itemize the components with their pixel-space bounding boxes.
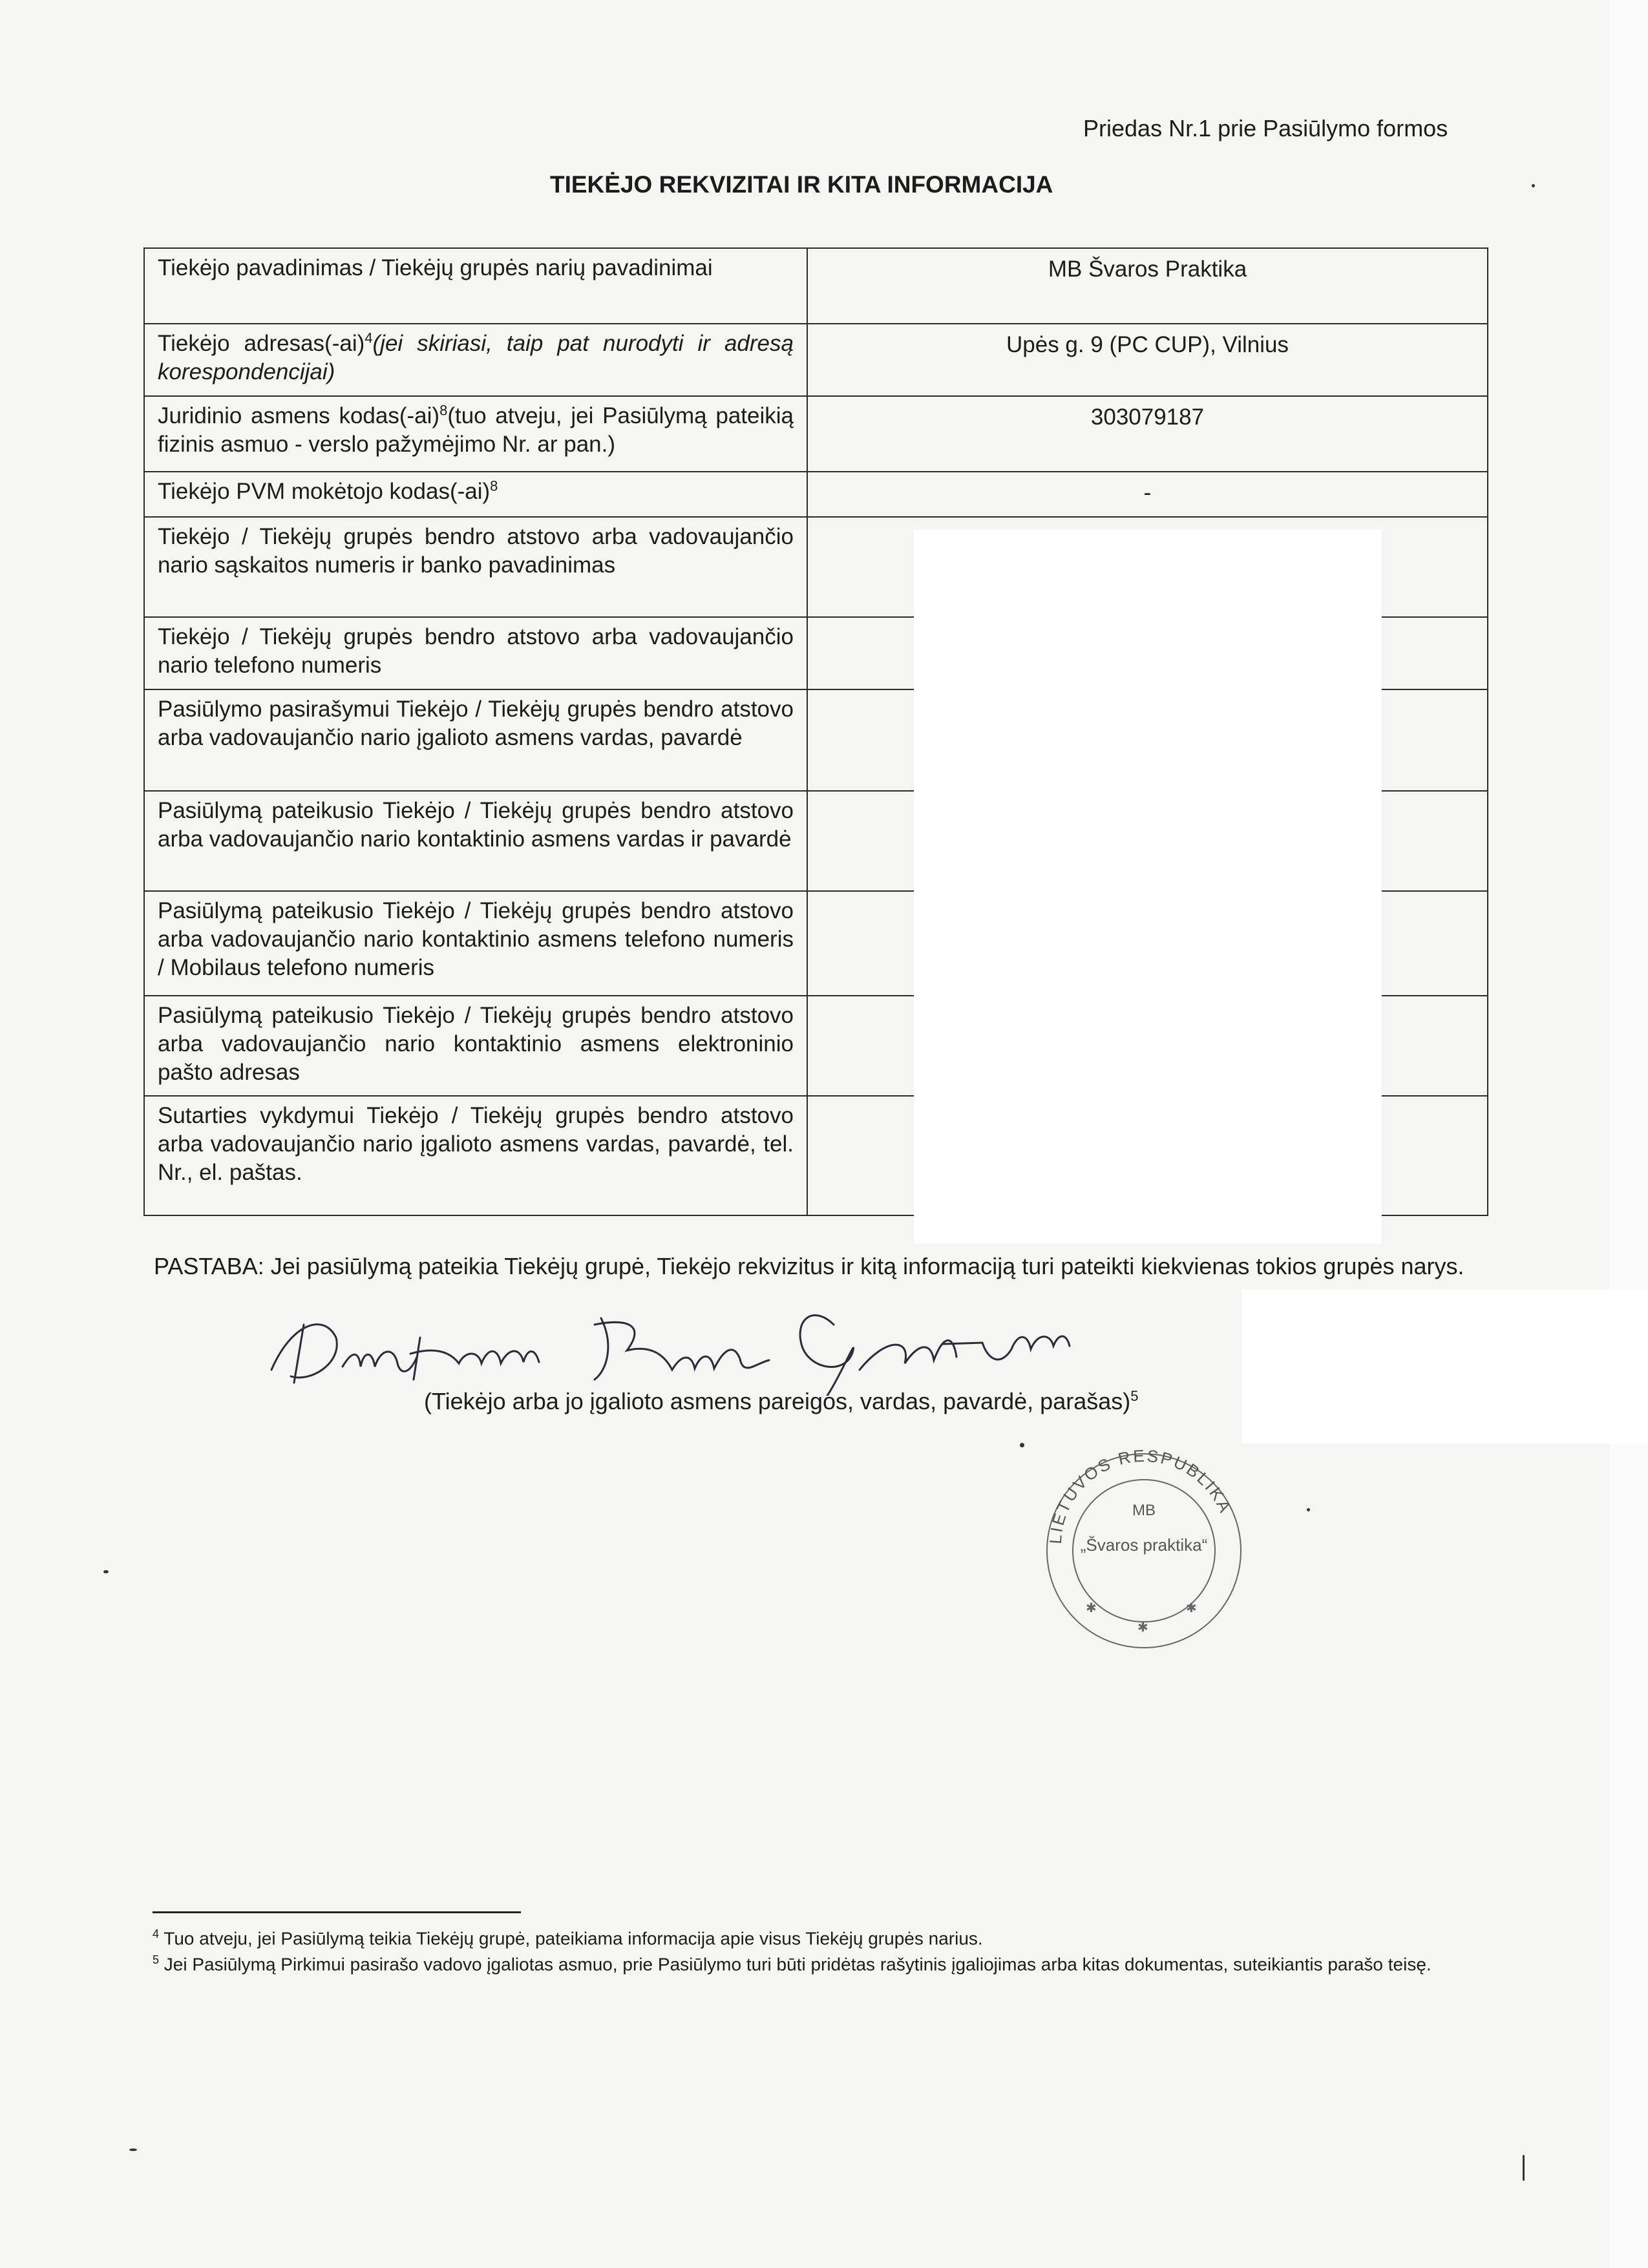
caption-text: (Tiekėjo arba jo įgalioto asmens pareigos, vardas, pavardė, parašas) (424, 1388, 1131, 1414)
label-text: (tuo atveju, jei Pasiūlymą pateikią fizinis asmuo - verslo pažymėjimo Nr. ar pan.) (158, 403, 794, 457)
redaction-box (914, 530, 1382, 1244)
company-stamp (1021, 1431, 1267, 1651)
table-row (144, 396, 1488, 472)
row-label (144, 324, 807, 396)
label-text: Juridinio asmens kodas(-ai) (158, 403, 440, 428)
scan-speck (1532, 184, 1535, 187)
scan-speck (1307, 1508, 1310, 1511)
row-label: Tiekėjo pavadinimas / Tiekėjų grupės narių pavadinimai (144, 248, 807, 324)
note-text: PASTABA: Jei pasiūlymą pateikia Tiekėjų grupė, Tiekėjo rekvizitus ir kitą informaciją turi pateikti kiekvienas tokios grupės narys. (154, 1253, 1464, 1279)
row-value: Upės g. 9 (PC CUP), Vilnius (807, 324, 1488, 396)
row-label: Tiekėjo / Tiekėjų grupės bendro atstovo arba vadovaujančio nario telefono numeris (144, 617, 807, 689)
stamp-line1: MB (1132, 1502, 1156, 1519)
label-text: Tiekėjo adresas(-ai) (158, 331, 365, 356)
footnote-ref: 4 (364, 330, 373, 346)
table-row (144, 248, 1488, 324)
row-label: Pasiūlymo pasirašymui Tiekėjo / Tiekėjų grupės bendro atstovo arba vadovaujančio nario įgalioto asmens vardas, pavardė (144, 689, 807, 791)
label-text: Tiekėjo PVM mokėtojo kodas(-ai) (158, 479, 491, 504)
table-row (144, 324, 1488, 396)
footnote-ref: 8 (490, 478, 498, 494)
svg-text:✱: ✱ (1086, 1601, 1097, 1615)
scan-speck (1523, 2155, 1525, 2181)
stamp-ring-text: LIETUVOS RESPUBLIKA (1045, 1445, 1236, 1545)
row-label: Tiekėjo / Tiekėjų grupės bendro atstovo arba vadovaujančio nario sąskaitos numeris ir banko pavadinimas (144, 517, 807, 617)
row-label: Pasiūlymą pateikusio Tiekėjo / Tiekėjų grupės bendro atstovo arba vadovaujančio nario kontaktinio asmens vardas ir pavardė (144, 791, 807, 891)
row-label: Pasiūlymą pateikusio Tiekėjo / Tiekėjų grupės bendro atstovo arba vadovaujančio nario kontaktinio asmens telefono numeris / Mobilaus telefono numeris (144, 891, 807, 996)
footnote-number: 4 (153, 1927, 160, 1940)
footnote-divider (153, 1911, 521, 1913)
row-value: MB Švaros Praktika (807, 248, 1488, 324)
label-italic-text: (jei skiriasi, taip pat nurodyti ir adresą korespondencijai) (158, 331, 794, 384)
svg-text:✱: ✱ (1137, 1621, 1148, 1635)
row-label: Pasiūlymą pateikusio Tiekėjo / Tiekėjų grupės bendro atstovo arba vadovaujančio nario kontaktinio asmens elektroninio pašto adresas (144, 996, 807, 1096)
row-value: - (807, 472, 1488, 517)
row-label (144, 396, 807, 472)
row-label: Sutarties vykdymui Tiekėjo / Tiekėjų grupės bendro atstovo arba vadovaujančio nario įgalioto asmens vardas, pavardė, tel. Nr., el. paštas. (144, 1096, 807, 1215)
annex-reference: Priedas Nr.1 prie Pasiūlymo formos (1083, 115, 1448, 142)
footnote-ref: 8 (439, 402, 448, 419)
handwritten-signature (265, 1299, 1247, 1396)
footnote-5 (153, 1949, 1477, 1975)
scan-speck (103, 1570, 109, 1573)
footnote-text: Tuo atveju, jei Pasiūlymą teikia Tiekėjų grupė, pateikiama informacija apie visus Tiekėjų grupės narius. (164, 1928, 983, 1949)
scan-edge (1609, 0, 1648, 2268)
redaction-box (1242, 1290, 1648, 1444)
document-title: TIEKĖJO REKVIZITAI IR KITA INFORMACIJA (550, 171, 1053, 198)
footnote-number: 5 (153, 1953, 160, 1966)
row-label (144, 472, 807, 517)
svg-text:LIETUVOS RESPUBLIKA (1046, 1446, 1236, 1545)
footnote-text: Jei Pasiūlymą Pirkimui pasirašo vadovo įgaliotas asmuo, prie Pasiūlymo turi būti pridėtas rašytinis įgaliojimas arba kitas dokumentas, suteikiantis parašo teisę. (164, 1954, 1431, 1975)
svg-text:✱: ✱ (1186, 1601, 1197, 1615)
footnote-4 (153, 1923, 1477, 1949)
row-value: 303079187 (807, 396, 1488, 472)
stamp-line2: „Švaros praktika“ (1080, 1535, 1208, 1555)
scan-speck (129, 2148, 137, 2151)
scan-speck (1020, 1443, 1024, 1447)
table-row (144, 472, 1488, 517)
footnote-ref: 5 (1130, 1388, 1139, 1404)
signature-caption (424, 1388, 1139, 1415)
